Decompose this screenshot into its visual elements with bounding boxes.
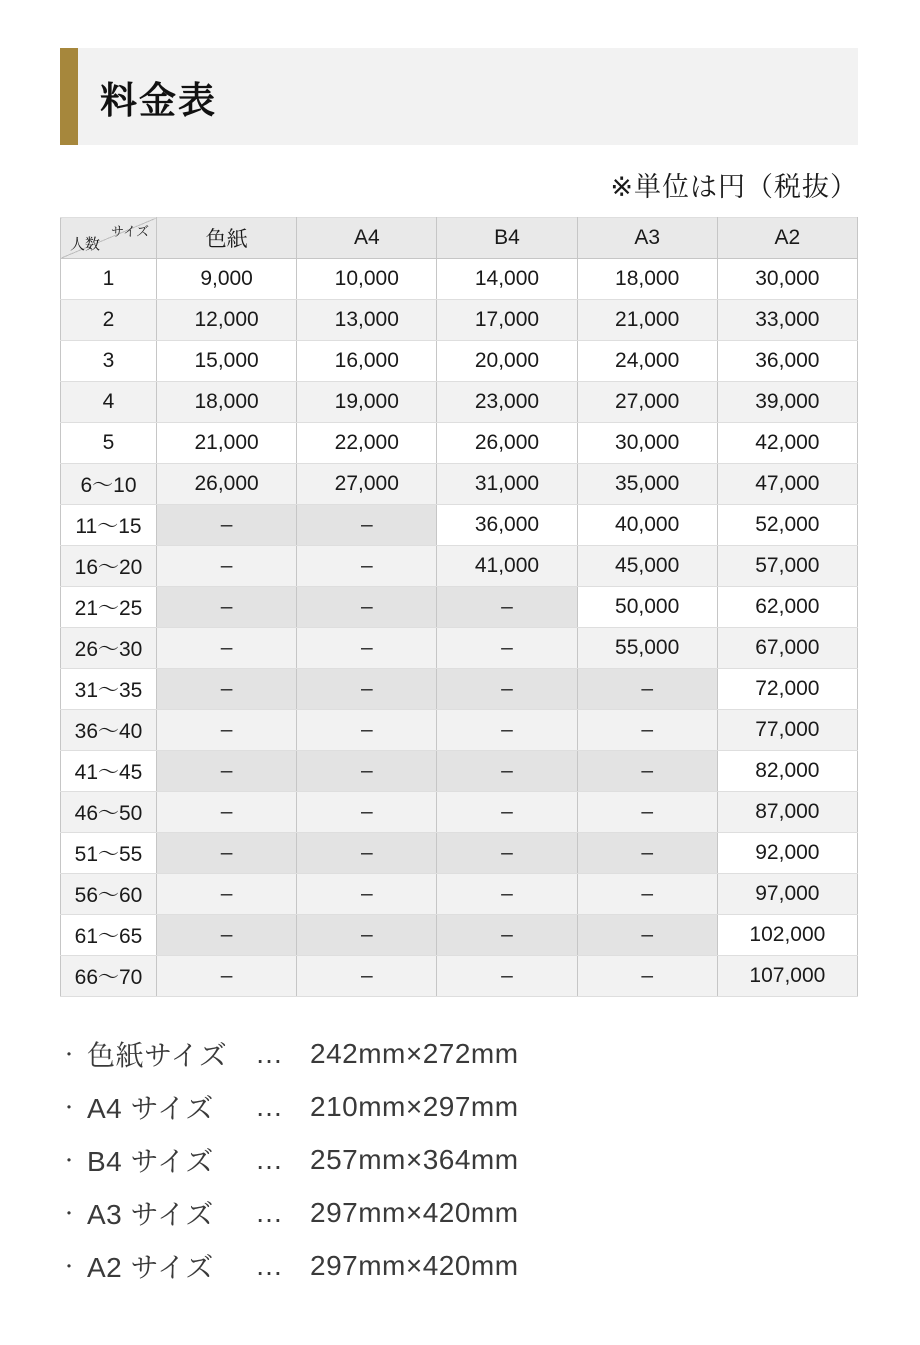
price-cell: 30,000	[717, 259, 857, 300]
row-label: 5	[61, 423, 157, 464]
price-cell: 36,000	[437, 505, 577, 546]
size-note-line	[60, 1133, 858, 1186]
price-cell-na: –	[437, 874, 577, 915]
size-note-line	[60, 1186, 858, 1239]
page-title: 料金表	[100, 79, 217, 121]
row-label: 61～65	[61, 915, 157, 956]
price-table	[60, 217, 858, 997]
price-cell-na: –	[577, 710, 717, 751]
price-cell: 47,000	[717, 464, 857, 505]
price-cell-na: –	[297, 915, 437, 956]
price-cell-na: –	[157, 792, 297, 833]
table-row	[61, 464, 858, 505]
price-cell: 21,000	[577, 300, 717, 341]
price-cell: 26,000	[437, 423, 577, 464]
price-cell: 67,000	[717, 628, 857, 669]
column-header-A3: A3	[577, 218, 717, 259]
price-cell: 14,000	[437, 259, 577, 300]
price-cell-na: –	[577, 833, 717, 874]
ellipsis-separator: …	[255, 1090, 285, 1122]
row-label: 11～15	[61, 505, 157, 546]
row-label: 4	[61, 382, 157, 423]
price-cell: 33,000	[717, 300, 857, 341]
price-cell-na: –	[297, 628, 437, 669]
price-cell: 72,000	[717, 669, 857, 710]
price-cell-na: –	[157, 874, 297, 915]
price-cell-na: –	[297, 505, 437, 546]
size-name: A3 サイズ	[87, 1198, 214, 1230]
price-cell-na: –	[157, 833, 297, 874]
price-cell: 31,000	[437, 464, 577, 505]
bullet-icon: ・	[60, 1203, 79, 1224]
price-cell: 97,000	[717, 874, 857, 915]
price-cell-na: –	[437, 669, 577, 710]
price-cell-na: –	[297, 874, 437, 915]
column-header-A4: A4	[297, 218, 437, 259]
row-label: 46～50	[61, 792, 157, 833]
price-cell-na: –	[297, 956, 437, 997]
size-dimensions: 297mm×420mm	[310, 1249, 519, 1281]
bullet-icon: ・	[60, 1097, 79, 1118]
table-row	[61, 915, 858, 956]
price-cell: 57,000	[717, 546, 857, 587]
table-row	[61, 792, 858, 833]
price-cell: 26,000	[157, 464, 297, 505]
row-label: 3	[61, 341, 157, 382]
price-cell: 82,000	[717, 751, 857, 792]
price-cell-na: –	[157, 546, 297, 587]
ellipsis-separator: …	[255, 1196, 285, 1228]
gold-accent-bar	[60, 48, 78, 145]
price-cell-na: –	[577, 956, 717, 997]
corner-size-label: サイズ	[111, 224, 149, 239]
ellipsis-separator: …	[255, 1143, 285, 1175]
price-cell: 41,000	[437, 546, 577, 587]
size-note-line	[60, 1027, 858, 1080]
table-row	[61, 833, 858, 874]
bullet-icon: ・	[60, 1256, 79, 1277]
price-cell-na: –	[297, 710, 437, 751]
row-label: 2	[61, 300, 157, 341]
price-cell: 16,000	[297, 341, 437, 382]
size-dimensions: 242mm×272mm	[310, 1037, 519, 1069]
price-cell: 45,000	[577, 546, 717, 587]
size-dimensions: 257mm×364mm	[310, 1143, 519, 1175]
unit-note: ※単位は円（税抜）	[610, 172, 858, 202]
price-cell: 15,000	[157, 341, 297, 382]
price-cell: 17,000	[437, 300, 577, 341]
price-cell-na: –	[157, 710, 297, 751]
bullet-icon: ・	[60, 1044, 79, 1065]
table-row	[61, 300, 858, 341]
table-row	[61, 751, 858, 792]
table-row	[61, 628, 858, 669]
row-label: 56～60	[61, 874, 157, 915]
column-header-B4: B4	[437, 218, 577, 259]
price-cell: 18,000	[157, 382, 297, 423]
table-row	[61, 956, 858, 997]
price-cell: 27,000	[577, 382, 717, 423]
price-cell: 50,000	[577, 587, 717, 628]
ellipsis-separator: …	[255, 1249, 285, 1281]
price-cell-na: –	[157, 587, 297, 628]
price-cell: 13,000	[297, 300, 437, 341]
price-cell-na: –	[297, 792, 437, 833]
price-cell: 35,000	[577, 464, 717, 505]
table-row	[61, 341, 858, 382]
price-cell: 10,000	[297, 259, 437, 300]
price-cell: 87,000	[717, 792, 857, 833]
price-cell-na: –	[437, 751, 577, 792]
price-cell-na: –	[157, 505, 297, 546]
size-name: A4 サイズ	[87, 1092, 214, 1124]
price-cell-na: –	[157, 669, 297, 710]
table-row	[61, 423, 858, 464]
table-row	[61, 710, 858, 751]
price-cell-na: –	[437, 833, 577, 874]
row-label: 1	[61, 259, 157, 300]
size-note-line	[60, 1080, 858, 1133]
size-dimensions: 297mm×420mm	[310, 1196, 519, 1228]
ellipsis-separator: …	[255, 1037, 285, 1069]
size-name: B4 サイズ	[87, 1145, 214, 1177]
size-dimensions: 210mm×297mm	[310, 1090, 519, 1122]
size-note-line	[60, 1239, 858, 1292]
price-cell-na: –	[437, 792, 577, 833]
price-cell: 40,000	[577, 505, 717, 546]
price-cell-na: –	[157, 751, 297, 792]
table-row	[61, 546, 858, 587]
price-cell-na: –	[577, 751, 717, 792]
row-label: 36～40	[61, 710, 157, 751]
size-name: A2 サイズ	[87, 1251, 214, 1283]
row-label: 41～45	[61, 751, 157, 792]
row-label: 66～70	[61, 956, 157, 997]
price-cell: 9,000	[157, 259, 297, 300]
price-cell-na: –	[297, 751, 437, 792]
price-cell-na: –	[157, 628, 297, 669]
price-cell: 27,000	[297, 464, 437, 505]
price-cell: 20,000	[437, 341, 577, 382]
bullet-icon: ・	[60, 1150, 79, 1171]
row-label: 51～55	[61, 833, 157, 874]
price-cell: 62,000	[717, 587, 857, 628]
column-header-A2: A2	[717, 218, 857, 259]
price-cell-na: –	[577, 669, 717, 710]
price-cell-na: –	[157, 956, 297, 997]
price-cell: 36,000	[717, 341, 857, 382]
price-cell-na: –	[577, 874, 717, 915]
column-header-色紙: 色紙	[157, 218, 297, 259]
price-cell: 23,000	[437, 382, 577, 423]
table-row	[61, 587, 858, 628]
price-cell-na: –	[437, 628, 577, 669]
table-row	[61, 259, 858, 300]
price-cell: 77,000	[717, 710, 857, 751]
price-cell: 92,000	[717, 833, 857, 874]
table-row	[61, 382, 858, 423]
price-cell-na: –	[297, 546, 437, 587]
row-label: 26～30	[61, 628, 157, 669]
price-cell: 39,000	[717, 382, 857, 423]
table-row	[61, 874, 858, 915]
price-cell: 52,000	[717, 505, 857, 546]
corner-people-label: 人数	[70, 236, 101, 253]
price-cell-na: –	[297, 669, 437, 710]
row-label: 31～35	[61, 669, 157, 710]
price-cell: 102,000	[717, 915, 857, 956]
price-cell: 55,000	[577, 628, 717, 669]
price-cell: 21,000	[157, 423, 297, 464]
price-cell-na: –	[577, 792, 717, 833]
price-cell-na: –	[437, 956, 577, 997]
price-cell-na: –	[437, 710, 577, 751]
size-name: 色紙サイズ	[87, 1039, 228, 1071]
table-row	[61, 669, 858, 710]
price-cell-na: –	[297, 587, 437, 628]
price-cell-na: –	[297, 833, 437, 874]
price-cell: 12,000	[157, 300, 297, 341]
page-header	[60, 48, 858, 145]
row-label: 6～10	[61, 464, 157, 505]
row-label: 21～25	[61, 587, 157, 628]
price-cell: 24,000	[577, 341, 717, 382]
price-cell: 19,000	[297, 382, 437, 423]
price-cell-na: –	[157, 915, 297, 956]
corner-cell	[61, 218, 157, 259]
price-cell: 18,000	[577, 259, 717, 300]
table-header-row	[61, 218, 858, 259]
row-label: 16～20	[61, 546, 157, 587]
table-row	[61, 505, 858, 546]
price-cell-na: –	[577, 915, 717, 956]
size-legend	[60, 1027, 858, 1292]
price-cell: 30,000	[577, 423, 717, 464]
price-cell-na: –	[437, 915, 577, 956]
price-cell: 42,000	[717, 423, 857, 464]
price-cell-na: –	[437, 587, 577, 628]
price-cell: 22,000	[297, 423, 437, 464]
price-cell: 107,000	[717, 956, 857, 997]
